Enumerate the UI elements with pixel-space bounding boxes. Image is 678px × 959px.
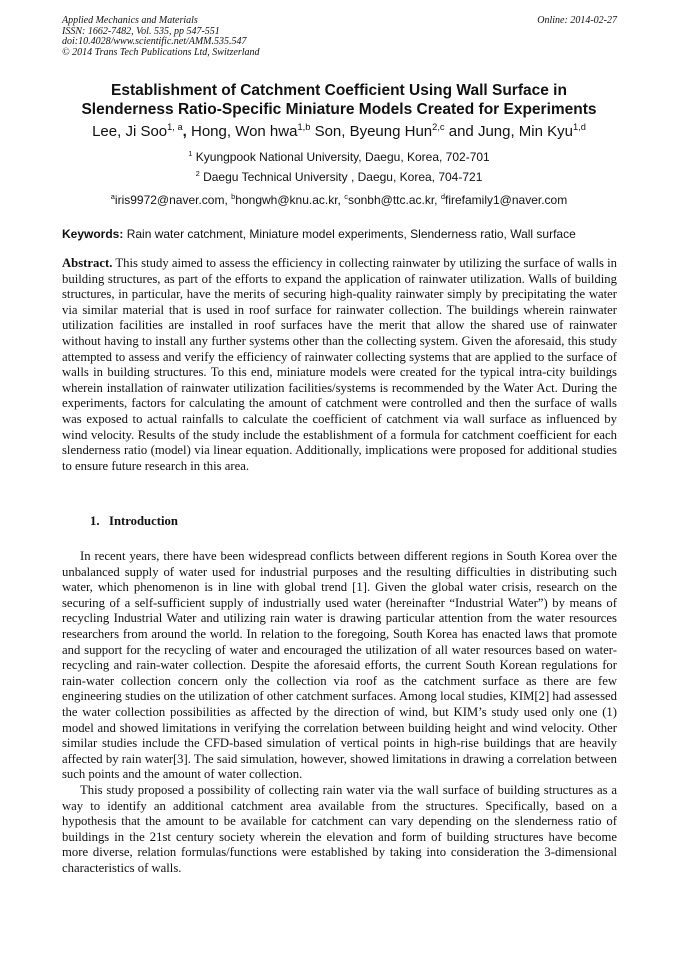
- author-list: [40, 122, 638, 142]
- email-marker: a: [110, 192, 115, 201]
- title-line-2: Slenderness Ratio-Specific Miniature Models Created for Experiments: [81, 101, 597, 118]
- section-title: Introduction: [109, 514, 178, 528]
- journal-issn: ISSN: 1662-7482, Vol. 535, pp 547-551: [62, 25, 220, 37]
- paragraph: In recent years, there have been widespread conflicts between different regions in South Korea over the unbalanced supply of water used for industrial purposes and the resulting difficulties in distributing such water, which phenomenon is in line with global trend [1]. Given the global water crisis, research on the securing of a self-sufficient supply of industrially used water (hereinafter “Industrial Water”) by means of recycling Industrial Water and utilizing rain water is drawing particular attention from the water resources researchers from around the world. In relation to the foregoing, South Korea has enacted laws that promote and support for the recycling of water and encouraged the utilization of all water resources based on water-recycling and rain-water collection. Despite the aforesaid efforts, the current South Korean regulations for rain-water collection concern only the collection via roof as the catchment surface as there are few engineering studies on the utilization of other catchment surfaces. Among local studies, KIM[2] had assessed the water collection possibilities as affected by the direction of wind, but KIM’s study used only one (1) model and showed limitations in verifying the correlation between building height and wind velocity. Other similar studies include the CFD-based simulation of vertical points in high-rise buildings that are heavily affected by rain water[3]. The said simulation, however, showed limitations in drawing a correlation between such points and the amount of water collection.: [62, 549, 617, 782]
- keywords-label: Keywords:: [62, 227, 124, 241]
- affiliation-1: [40, 150, 638, 165]
- journal-name: Applied Mechanics and Materials: [62, 15, 198, 26]
- email-address: firefamily1@naver.com: [444, 193, 568, 207]
- author-name: Son, Byeung Hun: [314, 123, 433, 140]
- title-line-1: Establishment of Catchment Coefficient Using Wall Surface in: [111, 82, 567, 99]
- section-heading: [90, 514, 178, 529]
- email-marker: d: [440, 192, 445, 201]
- abstract-label: Abstract.: [62, 256, 113, 270]
- affiliation-text: Kyungpook National University, Daegu, Korea, 702-701: [195, 150, 490, 164]
- author-name: Lee, Ji Soo: [92, 123, 168, 140]
- email-address: hongwh@knu.ac.kr,: [235, 193, 341, 207]
- author-affiliation-marker: 1,d: [572, 122, 586, 132]
- author-affiliation-marker: 2,c: [432, 122, 445, 132]
- author-affiliation-marker: 1,b: [297, 122, 311, 132]
- affiliation-2: [40, 170, 638, 185]
- author-name: Hong, Won hwa: [191, 123, 298, 140]
- affiliation-marker: 1: [188, 149, 193, 158]
- paragraph: This study proposed a possibility of collecting rain water via the wall surface of building structures as a way to identify an additional catchment area available from the structures. Specifically, based on a hypothesis that the amount to be available for catchment can vary depending on the slenderness ratio of buildings in the 21st century society wherein the elevation and form of building structures have become more diverse, relation formulas/functions were established by taking into consideration the 3-dimensional characteristics of walls.: [62, 782, 617, 875]
- email-address: iris9972@naver.com,: [114, 193, 228, 207]
- section-number: 1.: [90, 514, 100, 528]
- author-conjunction: and: [448, 123, 474, 140]
- author-separator: ,: [182, 123, 187, 140]
- keywords: [62, 227, 617, 242]
- affiliation-text: Daegu Technical University , Daegu, Korea, 704-721: [203, 170, 483, 184]
- introduction-body: [62, 549, 617, 876]
- journal-header: [62, 16, 617, 58]
- email-list: [40, 193, 638, 208]
- abstract: [62, 256, 617, 474]
- email-marker: c: [344, 192, 348, 201]
- email-marker: b: [231, 192, 236, 201]
- journal-copyright: © 2014 Trans Tech Publications Ltd, Switzerland: [62, 46, 260, 58]
- email-address: sonbh@ttc.ac.kr,: [347, 193, 438, 207]
- paper-title: [40, 81, 638, 119]
- author-affiliation-marker: 1, a: [167, 122, 183, 132]
- abstract-text: This study aimed to assess the efficiency in collecting rainwater by utilizing the surface of walls in building structures, as part of the efforts to expand the application of rainwater utilization. Walls of building structures, in particular, have the merits of securing high-quality rainwater simply by precipitating the water via similar material that is used in roof surface for rainwater collection. The buildings wherein rainwater utilization facilities are installed in roof surfaces have the merit that allow the shared use of rainwater without having to install any further systems other than the collecting system. Given the aforesaid, this study attempted to assess and verify the efficiency of rainwater collecting systems that are applied to the surface of walls in building structures. To this end, miniature models were created for the typical intra-city buildings wherein installation of rainwater utilization facilities/systems is recommended by the Water Act. During the experiments, factors for calculating the amount of catchment were controlled and then the surface of walls was exposed to actual rainfalls to calculate the coefficient of catchment via wall surface as influenced by wind velocity. Results of the study include the establishment of a formula for catchment coefficient for each slenderness ratio (model) via linear equation. Additionally, implications were proposed for additional studies to ensure future research in this area.: [62, 256, 617, 473]
- affiliation-marker: 2: [195, 169, 200, 178]
- journal-doi: doi:10.4028/www.scientific.net/AMM.535.547: [62, 36, 247, 47]
- author-name: Jung, Min Kyu: [477, 123, 573, 140]
- keywords-text: Rain water catchment, Miniature model experiments, Slenderness ratio, Wall surface: [126, 227, 576, 241]
- online-date: Online: 2014-02-27: [537, 15, 617, 26]
